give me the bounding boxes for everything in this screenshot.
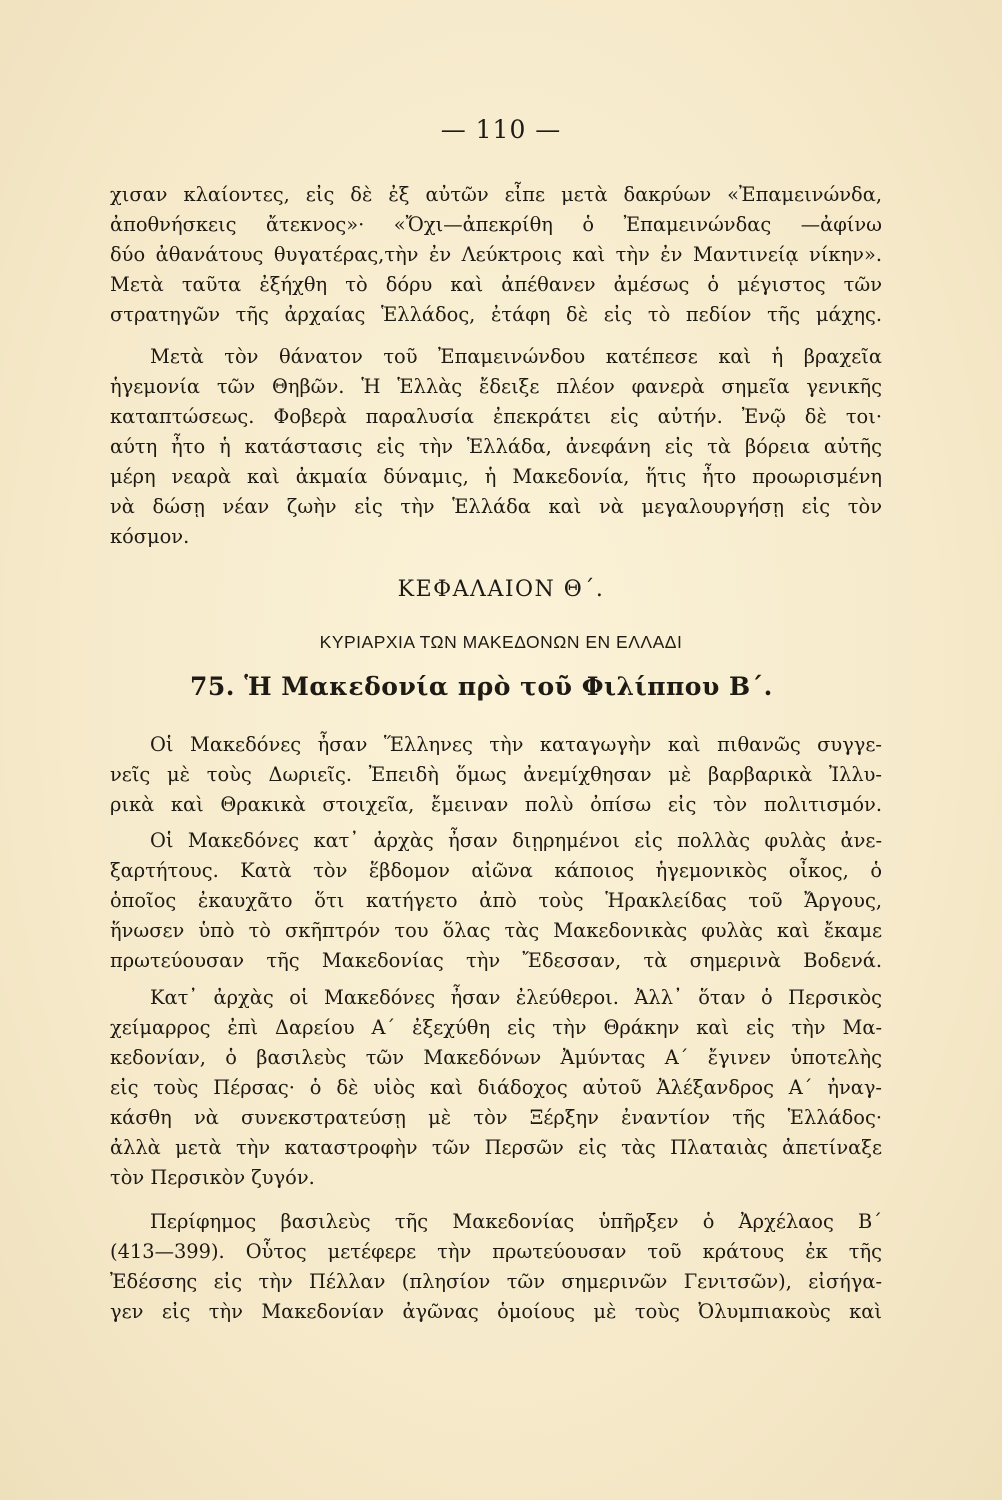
text-line: νὰ δώσῃ νέαν ζωὴν εἰς τὴν Ἑλλάδα καὶ νὰ μεγαλουργήσῃ εἰς τὸν bbox=[110, 495, 882, 518]
page-number: — 110 — bbox=[440, 115, 562, 144]
text-line: χείμαρρος ἐπὶ Δαρείου Α΄ ἐξεχύθη εἰς τὴν Θράκην καὶ εἰς τὴν Μα- bbox=[110, 1016, 882, 1039]
text-line: δύο ἀθανάτους θυγατέρας,τὴν ἐν Λεύκτροις καὶ τὴν ἐν Μαντινείᾳ νίκην». bbox=[110, 243, 882, 266]
text-line: πρωτεύουσαν τῆς Μακεδονίας τὴν Ἔδεσσαν, τὰ σημερινὰ Βοδενά. bbox=[110, 949, 882, 972]
chapter-subtitle: ΚΥΡΙΑΡΧΙΑ ΤΩΝ ΜΑΚΕΔΟΝΩΝ ΕΝ ΕΛΛΑΔΙ bbox=[319, 632, 683, 652]
text-line: ἥνωσεν ὑπὸ τὸ σκῆπτρόν του ὅλας τὰς Μακεδονικὰς φυλὰς καὶ ἔκαμε bbox=[110, 919, 882, 942]
text-line: ἡγεμονία τῶν Θηβῶν. Ἡ Ἑλλὰς ἔδειξε πλέον φανερὰ σημεῖα γενικῆς bbox=[110, 375, 882, 398]
text-line: στρατηγῶν τῆς ἀρχαίας Ἑλλάδος, ἐτάφη δὲ εἰς τὸ πεδίον τῆς μάχης. bbox=[110, 303, 882, 326]
text-line: κάσθη νὰ συνεκστρατεύσῃ μὲ τὸν Ξέρξην ἐναντίον τῆς Ἑλλάδος· bbox=[110, 1106, 882, 1129]
text-line: αύτη ἦτο ἡ κατάστασις εἰς τὴν Ἑλλάδα, ἀνεφάνη εἰς τὰ βόρεια αὐτῆς bbox=[110, 435, 882, 458]
text-line: χισαν κλαίοντες, εἰς δὲ ἐξ αὐτῶν εἶπε μετὰ δακρύων «Ἐπαμεινώνδα, bbox=[110, 183, 882, 206]
text-line: ἀλλὰ μετὰ τὴν καταστροφὴν τῶν Περσῶν εἰς τὰς Πλαταιὰς ἀπετίναξε bbox=[110, 1136, 882, 1159]
text-line: τὸν Περσικὸν ζυγόν. bbox=[110, 1166, 315, 1189]
text-line: κόσμον. bbox=[110, 525, 190, 548]
text-line: ξαρτήτους. Κατὰ τὸν ἕβδομον αἰῶνα κάποιος ἡγεμονικὸς οἶκος, ὁ bbox=[110, 859, 882, 882]
text-line: μέρη νεαρὰ καὶ ἀκμαία δύναμις, ἡ Μακεδονία, ἥτις ἦτο προωρισμένη bbox=[110, 465, 882, 488]
text-line: Μετὰ τὸν θάνατον τοῦ Ἐπαμεινώνδου κατέπεσε καὶ ἡ βραχεῖα bbox=[150, 345, 882, 368]
paragraph-persian bbox=[110, 983, 882, 1193]
paragraph-origin bbox=[110, 730, 882, 820]
text-line: ἀποθνήσκεις ἄτεκνος»· «Ὄχι—ἀπεκρίθη ὁ Ἐπαμεινώνδας —ἀφίνω bbox=[110, 213, 882, 236]
text-line: Οἱ Μακεδόνες ἦσαν Ἕλληνες τὴν καταγωγὴν καὶ πιθανῶς συγγε- bbox=[150, 733, 882, 756]
text-line: Οἱ Μακεδόνες κατ᾽ ἀρχὰς ἦσαν διῃρημένοι εἰς πολλὰς φυλὰς ἀνε- bbox=[150, 829, 882, 852]
text-line: Κατ᾽ ἀρχὰς οἱ Μακεδόνες ἦσαν ἐλεύθεροι. Ἀλλ᾽ ὅταν ὁ Περσικὸς bbox=[150, 986, 882, 1009]
paragraph-tribes bbox=[110, 826, 882, 976]
text-line: ρικὰ καὶ Θρακικὰ στοιχεῖα, ἔμειναν πολὺ ὀπίσω εἰς τὸν πολιτισμόν. bbox=[110, 793, 882, 816]
text-line: κεδονίαν, ὁ βασιλεὺς τῶν Μακεδόνων Ἀμύντας Α΄ ἔγινεν ὑποτελὴς bbox=[110, 1046, 882, 1069]
section-title: 75. Ἡ Μακεδονία πρὸ τοῦ Φιλίππου Β΄. bbox=[190, 672, 773, 701]
paragraph-after-death bbox=[110, 342, 882, 552]
text-line: νεῖς μὲ τοὺς Δωριεῖς. Ἐπειδὴ ὅμως ἀνεμίχθησαν μὲ βαρβαρικὰ Ἰλλυ- bbox=[110, 763, 882, 786]
text-line: γεν εἰς τὴν Μακεδονίαν ἀγῶνας ὁμοίους μὲ τοὺς Ὀλυμπιακοὺς καὶ bbox=[110, 1300, 882, 1323]
text-line: Ἐδέσσης εἰς τὴν Πέλλαν (πλησίον τῶν σημερινῶν Γενιτσῶν), εἰσήγα- bbox=[110, 1270, 882, 1293]
chapter-heading: ΚΕΦΑΛΑΙΟΝ Θ΄. bbox=[397, 577, 605, 602]
text-line: ὁποῖος ἐκαυχᾶτο ὅτι κατήγετο ἀπὸ τοὺς Ἡρακλείδας τοῦ Ἄργους, bbox=[110, 889, 882, 912]
paragraph-archelaus bbox=[110, 1207, 882, 1327]
text-line: καταπτώσεως. Φοβερὰ παραλυσία ἐπεκράτει εἰς αὐτήν. Ἐνῷ δὲ τοι· bbox=[110, 405, 882, 428]
text-line: Μετὰ ταῦτα ἐξήχθη τὸ δόρυ καὶ ἀπέθανεν ἀμέσως ὁ μέγιστος τῶν bbox=[110, 273, 882, 296]
text-line: (413—399). Οὗτος μετέφερε τὴν πρωτεύουσαν τοῦ κράτους ἐκ τῆς bbox=[110, 1240, 882, 1263]
text-line: Περίφημος βασιλεὺς τῆς Μακεδονίας ὑπῆρξεν ὁ Ἀρχέλαος Β΄ bbox=[150, 1210, 882, 1233]
paragraph-continuation bbox=[110, 180, 882, 330]
text-line: εἰς τοὺς Πέρσας· ὁ δὲ υἱὸς καὶ διάδοχος αὐτοῦ Ἀλέξανδρος Α΄ ἠναγ- bbox=[110, 1076, 882, 1099]
